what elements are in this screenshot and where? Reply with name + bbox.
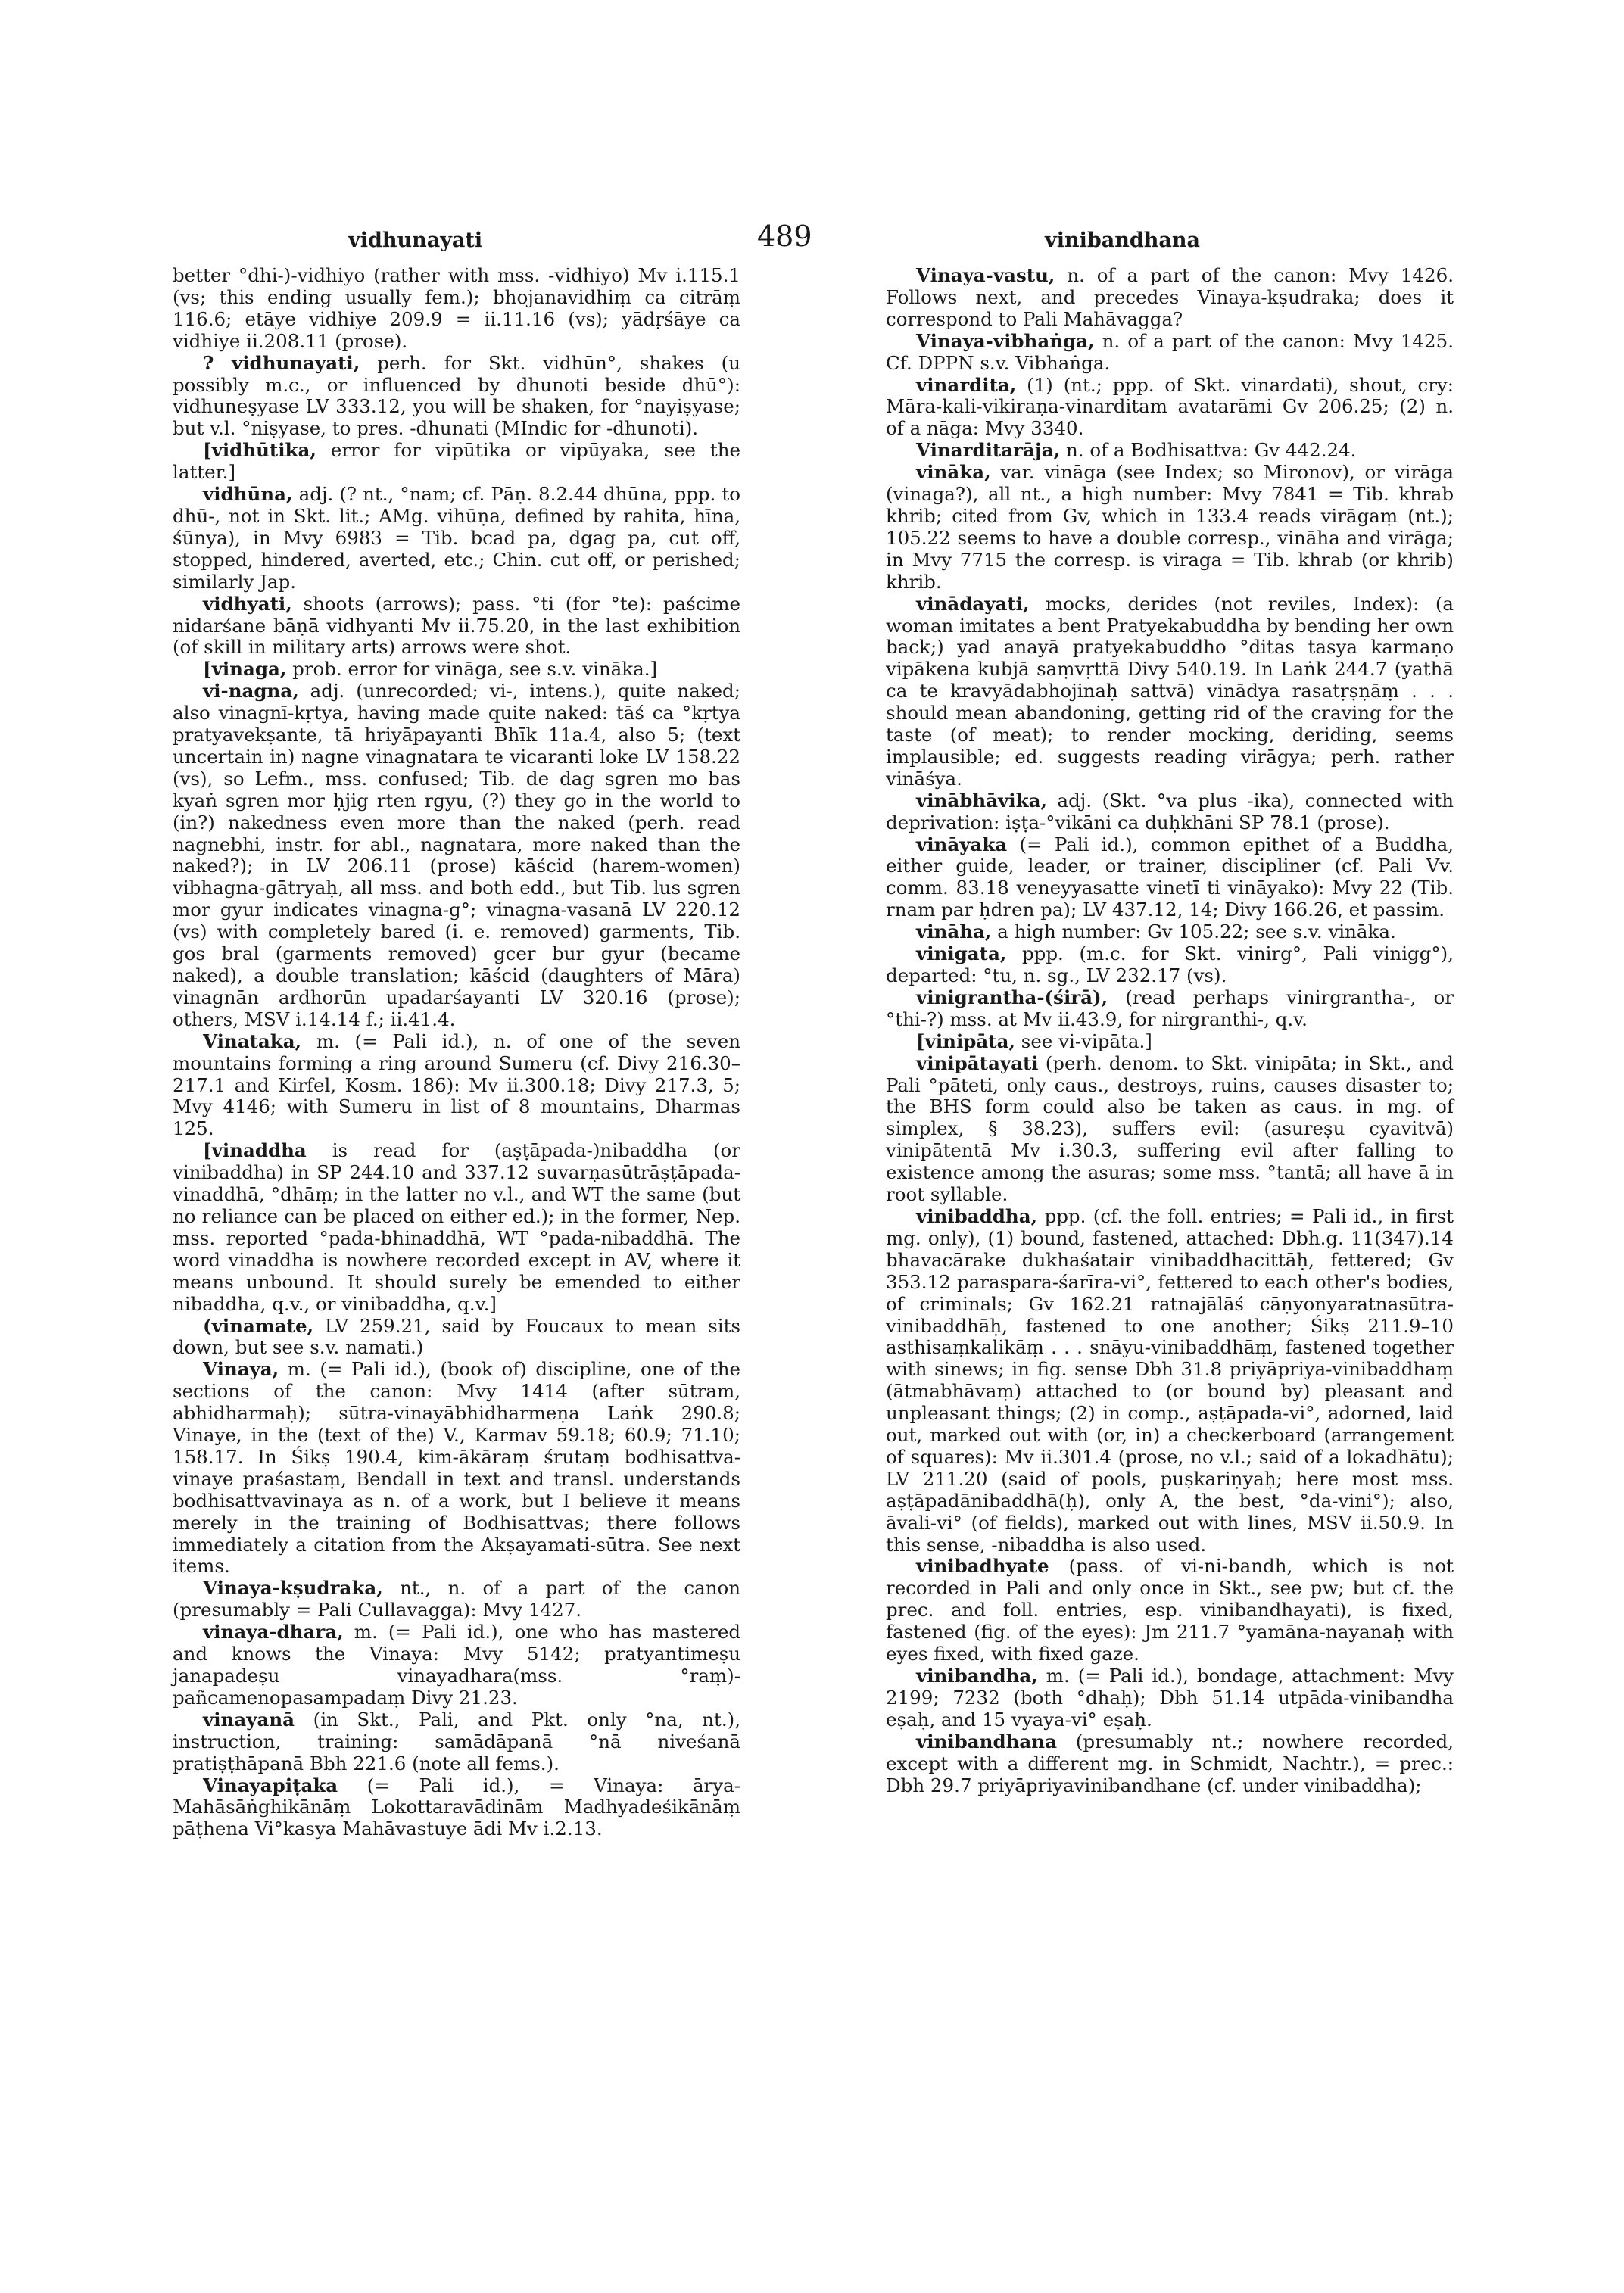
dictionary-entry (886, 440, 1454, 462)
dictionary-entry (173, 1031, 740, 1141)
dictionary-entry (173, 1578, 740, 1622)
entry-text: adj. (? nt., °nam; cf. Pāṇ. 8.2.44 dhūna, ppp. to dhū-, not in Skt. lit.; AMg. vihūṇa, defined by rahita, hīna, śūnya), in Mvy 6983 = Tib. bcad pa, dgag pa, cut off, stopped, hindered, averted, etc.; Chin. cut off, or perished; similarly Jap. (173, 483, 741, 593)
entry-headword: Vinaya-vibhaṅga, (916, 329, 1095, 352)
dictionary-entry (173, 594, 740, 659)
page-header (0, 220, 1624, 265)
entry-headword: [vinaga, (203, 658, 287, 681)
dictionary-entry (173, 440, 740, 484)
entry-headword: vinaya-dhara, (203, 1621, 344, 1643)
page-number: 489 (757, 220, 812, 253)
entry-headword: vinigrantha-(śirā), (916, 986, 1108, 1008)
dictionary-entry (173, 659, 740, 681)
entry-text: better °dhi-)-vidhiyo (rather with mss. -vidhiyo) Mv i.115.1 (vs; this ending usually fem.); bhojanavidhiṃ ca citrāṃ 116.6; etāye vidhiye 209.9 = ii.11.16 (vs); yādṛśāye ca vidhiye ii.208.11 (prose). (173, 264, 740, 352)
dictionary-entry (886, 943, 1454, 987)
dictionary-entry (173, 681, 740, 1031)
entry-text: prob. error for vināga, see s.v. vināka.] (292, 658, 658, 681)
entry-text: (in Skt., Pali, and Pkt. only °na, nt.), instruction, training: samādāpanā °nā niveśanā pratiṣṭhāpanā Bbh 221.6 (note all fems.). (173, 1708, 740, 1774)
entry-headword: Vinaya, (203, 1358, 279, 1381)
dictionary-entry (886, 462, 1454, 593)
entry-text: mocks, derides (not reviles, Index): (a woman imitates a bent Pratyekabuddha by bending her own back;) yad anayā pratyekabuddho °ditas tasya karmaṇo vipākena kubjā saṃvṛttā Divy 540.19. In Laṅk 244.7 (yathā ca te kravyādabhojinaḥ sattvā) vinādya rasatṛṣṇāṃ . . . should mean abandoning, getting rid of the craving for the taste (of meat); to render mocking, deriding, seems implausible; ed. suggests reading virāgya; perh. rather vināśya. (886, 592, 1454, 790)
entry-text: m. (= Pali id.), (book of) discipline, one of the sections of the canon: Mvy 1414 (after sūtram, abhidharmaḥ); sūtra-vinayābhidharmeṇa Laṅk 290.8; Vinaye, in the (text of the) V., Karmav 59.18; 60.9; 71.10; 158.17. In Śikṣ 190.4, kim-ākāraṃ śrutaṃ bodhisattva-vinaye praśastaṃ, Bendall in text and transl. understands bodhisattvavinaya as n. of a work, but I believe it means merely in the training of Bodhisattvas; there follows immediately a citation from the Akṣayamati-sūtra. See next items. (173, 1358, 740, 1578)
entry-text: m. (= Pali id.), n. of one of the seven mountains forming a ring around Sumeru (cf. Divy 216.30–217.1 and Kirfel, Kosm. 186): Mv ii.300.18; Divy 217.3, 5; Mvy 4146; with Sumeru in list of 8 mountains, Dharmas 125. (173, 1030, 740, 1140)
dictionary-entry (886, 790, 1454, 834)
left-guideword: vidhunayati (348, 229, 483, 252)
dictionary-entry (173, 1622, 740, 1709)
entry-text: nt., n. of a part of the canon (presumably = Pali Cullavagga): Mvy 1427. (173, 1577, 740, 1622)
entry-text: adj. (Skt. °va plus -ika), connected with deprivation: iṣṭa-°vikāni ca duḥkhāni SP 78.1 (prose). (886, 789, 1454, 833)
entry-headword: vidhūna, (203, 483, 293, 506)
entry-headword: Vinataka, (203, 1030, 302, 1052)
entry-text: ppp. (cf. the foll. entries; = Pali id., in first mg. only), (1) bound, fastened, attached: Dbh.g. 11(347).14 bhavacārake dukhaśatair vinibaddhacittāḥ, fettered; Gv 353.12 paraspara-śarīra-vi°, fettered to each other's bodies, of criminals; Gv 162.21 ratnajālāś cāṇyonyaratnasūtra-vinibaddhāḥ, fastened to one another; Śikṣ 211.9–10 asthisaṃkalikāṃ . . . snāyu-vinibaddhāṃ, fastened together with sinews; in fig. sense Dbh 31.8 priyāpriya-vinibaddhaṃ (ātmabhāvaṃ) attached to (or bound by) pleasant and unpleasant things; (2) in comp., aṣṭāpada-vi°, adorned, laid out, marked out with (or, in) a checkerboard (arrangement of squares): Mv ii.301.4 (prose, no v.l.; said of a lokadhātu); LV 211.20 (said of pools, puṣkariṇyaḥ; here most mss. aṣṭāpadānibaddhā(ḥ), only A, the best, °da-vini°); also, āvali-vi° (of fields), marked out with lines, MSV ii.50.9. In this sense, -nibaddha is also used. (886, 1204, 1454, 1556)
dictionary-entry (173, 1709, 740, 1775)
entry-headword: vinigata, (916, 942, 1007, 965)
entry-text: var. vināga (see Index; so Mironov), or virāga (vinaga?), all nt., a high number: Mvy 7841 = Tib. khrab khrib; cited from Gv, which in 133.4 reads virāgaṃ (nt.); 105.22 seems to have a double corresp., vināha and virāga; in Mvy 7715 the corresp. is viraga = Tib. khrab (or khrib) khrib. (886, 461, 1454, 593)
dictionary-entry (886, 1556, 1454, 1665)
entry-headword: Vinayapiṭaka (203, 1774, 338, 1796)
entry-text: (= Pali id.), common epithet of a Buddha, either guide, leader, or trainer, discipliner (cf. Pali Vv. comm. 83.18 veneyyasatte vinetī ti vināyako): Mvy 22 (Tib. rnam par ḥdren pa); LV 437.12, 14; Divy 166.26, et passim. (886, 833, 1454, 921)
entry-headword: vināha, (916, 921, 992, 943)
dictionary-entry (886, 834, 1454, 922)
dictionary-entry (173, 353, 740, 441)
entry-headword: vinibaddha, (916, 1204, 1038, 1227)
entry-text: a high number: Gv 105.22; see s.v. vināka. (997, 921, 1396, 943)
dictionary-entry (886, 331, 1454, 375)
entry-headword: vinādayati, (916, 592, 1030, 615)
entry-text: LV 259.21, said by Foucaux to mean sits down, but see s.v. namati.) (173, 1314, 740, 1359)
entry-headword: vināka, (916, 461, 991, 484)
dictionary-entry (886, 1053, 1454, 1206)
entry-headword: vināyaka (916, 833, 1008, 855)
entry-headword: vidhyati, (203, 592, 292, 615)
entry-text: (presumably nt.; nowhere recorded, except with a different mg. in Schmidt, Nachtr.), = prec.: Dbh 29.7 priyāpriyavinibandhane (cf. under vinibaddha); (886, 1730, 1454, 1796)
entry-headword: Vinaya-kṣudraka, (203, 1577, 383, 1600)
entry-text: n. of a part of the canon: Mvy 1426. Follows next, and precedes Vinaya-kṣudraka; does it correspond to Pali Mahāvagga? (886, 264, 1454, 330)
entry-headword: vinipātayati (916, 1051, 1039, 1074)
dictionary-entry (886, 1731, 1454, 1797)
entry-text: n. of a part of the canon: Mvy 1425. Cf. DPPN s.v. Vibhaṅga. (886, 329, 1454, 374)
entry-text: shoots (arrows); pass. °ti (for °te): paścime nidarśane bāṇā vidhyanti Mv ii.75.20, in the last exhibition (of skill in military arts) arrows were shot. (173, 592, 740, 659)
entry-text: perh. for Skt. vidhūn°, shakes (u possibly m.c., or influenced by dhunoti beside dhū°): vidhuneṣyase LV 333.12, you will be shaken, for °nayiṣyase; but v.l. °niṣyase, to pres. -dhunati (MIndic for -dhunoti). (173, 351, 740, 440)
entry-headword: vinardita, (916, 373, 1017, 396)
right-guideword: vinibandhana (1045, 229, 1200, 252)
dictionary-entry (886, 375, 1454, 441)
dictionary-entry (173, 1140, 740, 1315)
entry-headword: vinibadhyate (916, 1555, 1049, 1578)
entry-text: (read perhaps vinirgrantha-, or °thi-?) mss. at Mv ii.43.9, for nirgranthi-, q.v. (886, 986, 1454, 1030)
dictionary-entry (173, 1316, 740, 1360)
dictionary-entry (886, 594, 1454, 790)
entry-text: (perh. denom. to Skt. vinipāta; in Skt., and Pali °pāteti, only caus., destroys, ruins, causes disaster to; the BHS form could also be taken as caus. in mg. of simplex, § 38.23), suffers evil: (asureṣu cyavitvā) vinipātentā Mv i.30.3, suffering evil after falling to existence among the asuras; some mss. °tantā; all have ā in root syllable. (886, 1051, 1454, 1206)
entry-headword: Vinaya-vastu, (916, 264, 1055, 286)
entry-text: see vi-vipāta.] (1021, 1030, 1152, 1052)
dictionary-entry (886, 1206, 1454, 1556)
entry-headword: ? vidhunayati, (203, 351, 360, 374)
entry-headword: [vinipāta, (916, 1030, 1015, 1052)
entry-headword: vinābhāvika, (916, 789, 1047, 812)
entry-text: error for vipūtika or vipūyaka, see the latter.] (173, 439, 740, 484)
dictionary-entry (886, 265, 1454, 331)
entry-text: n. of a Bodhisattva: Gv 442.24. (1065, 439, 1357, 462)
entry-headword: vinayanā (203, 1708, 295, 1731)
dictionary-entry (886, 921, 1454, 943)
dictionary-entry (173, 1359, 740, 1578)
left-column (173, 265, 740, 1840)
dictionary-entry (886, 1031, 1454, 1053)
entry-headword: Vinarditarāja, (916, 439, 1061, 462)
entry-headword: vinibandha, (916, 1665, 1038, 1687)
dictionary-entry (886, 1665, 1454, 1731)
entry-headword: [vinaddha (203, 1139, 307, 1162)
entry-text: adj. (unrecorded; vi-, intens.), quite naked; also vinagnī-kṛtya, having made quite naked: tāś ca °kṛtya pratyavekṣante, tā hriyāpayanti Bhīk 11a.4, also 5; (text uncertain in) nagne vinagnatara te vicaranti loke LV 158.22 (vs), so Lefm., mss. confused; Tib. de dag sgren mo bas kyaṅ sgren mor ḥjig rten rgyu, (?) they go in the world to (in?) nakedness even more than the naked (perh. read nagnebhi, instr. for abl., nagnatara, more naked than the naked?); in LV 206.11 (prose) kāścid (harem-women) vibhagna-gātryaḥ, all mss. and both edd., but Tib. lus sgren mor gyur indicates vinagna-g°; vinagna-vasanā LV 220.12 (vs) with completely bared (i. e. removed) garments, Tib. gos bral (garments removed) gcer bur gyur (became naked), a double translation; kāścid (daughters of Māra) vinagnān ardhorūn upadarśayanti LV 320.16 (prose); others, MSV i.14.14 f.; ii.41.4. (173, 680, 740, 1030)
entry-text: (1) (nt.; ppp. of Skt. vinardati), shout, cry: Māra-kali-vikiraṇa-vinarditam avatarāmi Gv 206.25; (2) n. of a nāga: Mvy 3340. (886, 373, 1454, 440)
dictionary-entry (173, 484, 740, 594)
right-column (886, 265, 1454, 1796)
entry-headword: vi-nagna, (203, 680, 299, 703)
entry-text: ppp. (m.c. for Skt. vinirg°, Pali vinigg°), departed: °tu, n. sg., LV 232.17 (vs). (886, 942, 1454, 986)
entry-text: (= Pali id.), = Vinaya: ārya-Mahāsāṅghikānāṃ Lokottaravādinām Madhyadeśikānāṃ pāṭhena Vi°kasya Mahāvastuye ādi Mv i.2.13. (173, 1774, 740, 1840)
entry-headword: vinibandhana (916, 1730, 1057, 1752)
dictionary-entry (886, 987, 1454, 1031)
dictionary-entry (173, 1775, 740, 1841)
entry-text: m. (= Pali id.), one who has mastered and knows the Vinaya: Mvy 5142; pratyantimeṣu janapadeṣu vinayadhara(mss. °raṃ)-pañcamenopasampadaṃ Divy 21.23. (173, 1621, 740, 1709)
entry-text: m. (= Pali id.), bondage, attachment: Mvy 2199; 7232 (both °dhaḥ); Dbh 51.14 utpāda-vinibandha eṣaḥ, and 15 vyaya-vi° eṣaḥ. (886, 1665, 1454, 1731)
entry-text: (pass. of vi-ni-bandh, which is not recorded in Pali and only once in Skt., see pw; but cf. the prec. and foll. entries, esp. vinibandhayati), is fixed, fastened (fig. of the eyes): Jm 211.7 °yamāna-nayanaḥ with eyes fixed, with fixed gaze. (886, 1555, 1454, 1665)
continued-entry (173, 265, 740, 353)
entry-headword: (vinamate, (203, 1314, 314, 1337)
entry-headword: [vidhūtika, (203, 439, 316, 462)
entry-text: is read for (aṣṭāpada-)nibaddha (or vinibaddha) in SP 244.10 and 337.12 suvarṇasūtrāṣṭāpada-vinaddhā, °dhāṃ; in the latter no v.l., and WT the same (but no reliance can be placed on either ed.); in the former, Nep. mss. reported °pada-bhinaddhā, WT °pada-nibaddhā. The word vinaddha is nowhere recorded except in AV, where it means unbound. It should surely be emended to either nibaddha, q.v., or vinibaddha, q.v.] (173, 1139, 740, 1315)
